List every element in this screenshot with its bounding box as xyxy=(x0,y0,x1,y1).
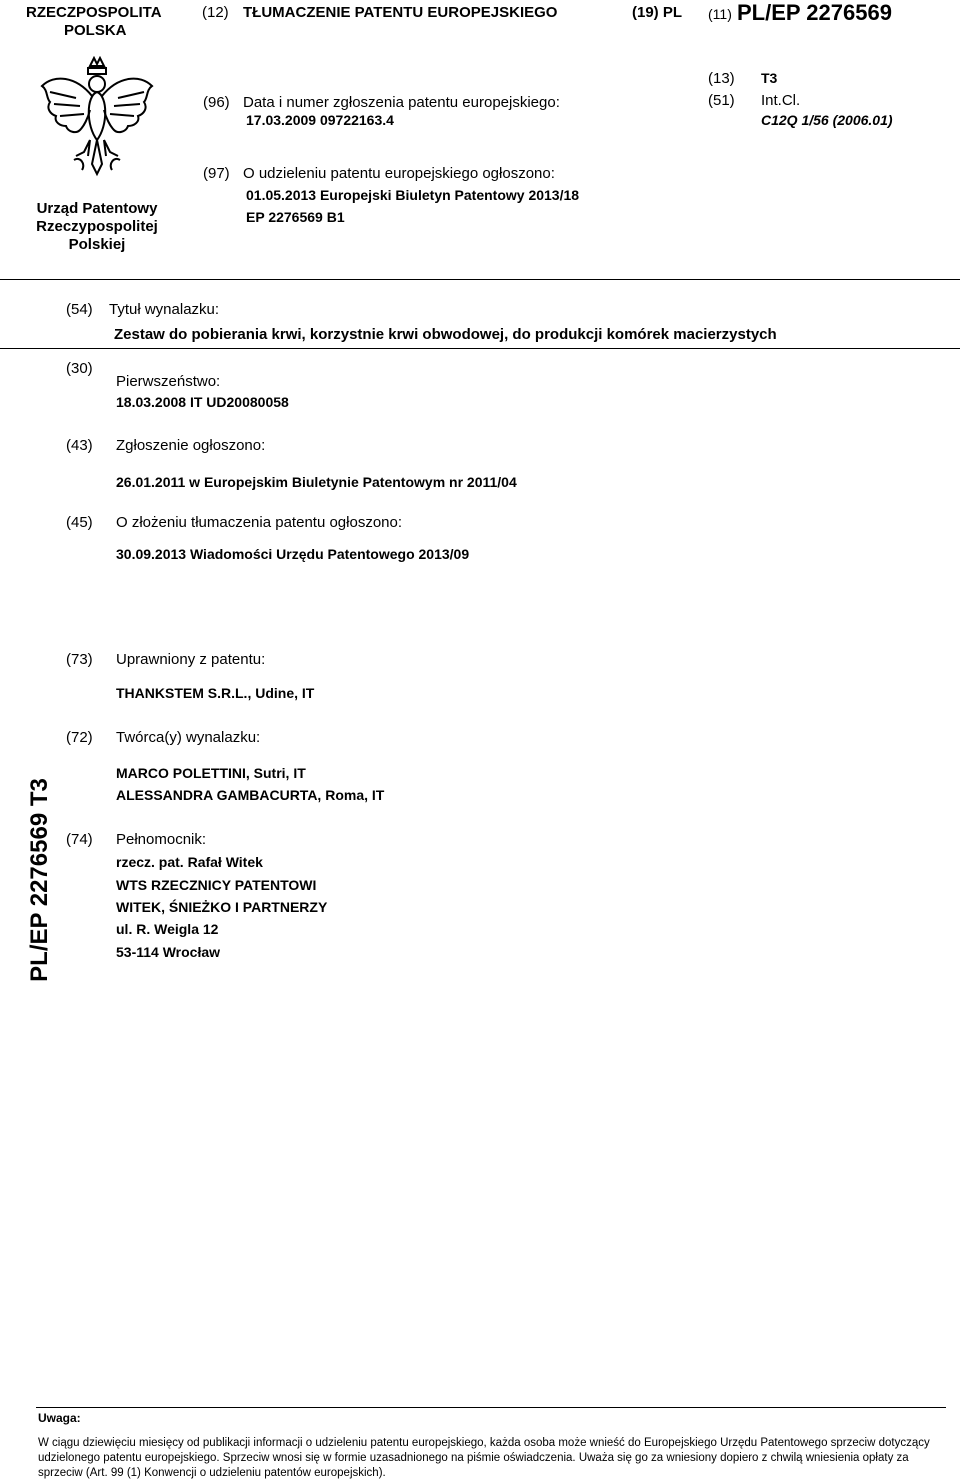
code-51: (51) xyxy=(708,92,735,109)
application-value: 17.03.2009 09722163.4 xyxy=(246,112,394,128)
published-label: Zgłoszenie ogłoszono: xyxy=(116,437,266,454)
owner-value: THANKSTEM S.R.L., Udine, IT xyxy=(116,685,315,701)
priority-value: 18.03.2008 IT UD20080058 xyxy=(116,394,289,410)
country-name xyxy=(26,4,162,40)
translation-label: O złożeniu tłumaczenia patentu ogłoszono: xyxy=(116,514,403,531)
side-patent-label: PL/EP 2276569 T3 xyxy=(26,778,53,982)
code-19: (19) PL xyxy=(632,4,683,21)
office-line-2: Rzeczypospolitej xyxy=(36,218,158,235)
inventor-2: ALESSANDRA GAMBACURTA, Roma, IT xyxy=(116,787,385,803)
country-line-2: POLSKA xyxy=(64,22,127,39)
code-11: (11) xyxy=(708,6,732,22)
grant-label: O udzieleniu patentu europejskiego ogłoszono: xyxy=(243,165,555,182)
attorney-line-3: WITEK, ŚNIEŻKO I PARTNERZY xyxy=(116,899,328,915)
code-45: (45) xyxy=(66,514,93,531)
attorney-line-4: ul. R. Weigla 12 xyxy=(116,921,219,937)
intcl-value: C12Q 1/56 (2006.01) xyxy=(761,112,893,128)
office-name xyxy=(0,200,194,254)
code-96: (96) xyxy=(203,94,230,111)
code-54: (54) xyxy=(66,301,93,318)
notice-label: Uwaga: xyxy=(38,1411,81,1425)
code-74: (74) xyxy=(66,831,93,848)
patent-number: PL/EP 2276569 xyxy=(737,0,892,25)
title-label: Tytuł wynalazku: xyxy=(109,301,220,318)
code-13: (13) xyxy=(708,70,735,87)
code-30: (30) xyxy=(66,360,93,377)
application-label: Data i numer zgłoszenia patentu europejskiego: xyxy=(243,94,560,111)
published-value: 26.01.2011 w Europejskim Biuletynie Patentowym nr 2011/04 xyxy=(116,474,517,490)
code-97: (97) xyxy=(203,165,230,182)
attorney-label: Pełnomocnik: xyxy=(116,831,207,848)
translation-value: 30.09.2013 Wiadomości Urzędu Patentowego 2013/09 xyxy=(116,546,470,562)
notice-text: W ciągu dziewięciu miesięcy od publikacji informacji o udzieleniu patentu europejskiego, każda osoba może wnieść do Europejskiego Urzędu Patentowego sprzeciw dotyczący udzielonego patentu europejskiego. Sprzeciw wnosi się w formie uzasadnionego na piśmie oświadczenia. Uważa się go za wniesiony dopiero z chwilą wniesienia opłaty za sprzeciw (Art. 99 (1) Konwencji o udzieleniu patentów europejskich). xyxy=(38,1437,930,1479)
grant-ep: EP 2276569 B1 xyxy=(246,209,345,225)
eagle-emblem-icon xyxy=(36,56,158,180)
code-73: (73) xyxy=(66,651,93,668)
office-line-3: Polskiej xyxy=(68,236,126,253)
inventors-label: Twórca(y) wynalazku: xyxy=(116,729,261,746)
intcl-label: Int.Cl. xyxy=(761,92,801,109)
attorney-line-1: rzecz. pat. Rafał Witek xyxy=(116,854,263,870)
attorney-line-5: 53-114 Wrocław xyxy=(116,944,221,960)
notice-divider xyxy=(36,1407,946,1408)
grant-value: 01.05.2013 Europejski Biuletyn Patentowy 2013/18 xyxy=(246,187,580,203)
kind-code: T3 xyxy=(761,70,778,86)
title-divider xyxy=(0,348,960,349)
office-line-1: Urząd Patentowy xyxy=(36,200,158,217)
code-12: (12) xyxy=(202,4,229,21)
inventor-1: MARCO POLETTINI, Sutri, IT xyxy=(116,765,306,781)
country-line-1: RZECZPOSPOLITA xyxy=(26,4,162,21)
header-divider xyxy=(0,279,960,280)
attorney-line-2: WTS RZECZNICY PATENTOWI xyxy=(116,877,317,893)
owner-label: Uprawniony z patentu: xyxy=(116,651,266,668)
priority-label: Pierwszeństwo: xyxy=(116,373,221,390)
invention-title: Zestaw do pobierania krwi, korzystnie krwi obwodowej, do produkcji komórek macierzystych xyxy=(114,326,777,343)
code-43: (43) xyxy=(66,437,93,454)
document-type: TŁUMACZENIE PATENTU EUROPEJSKIEGO xyxy=(243,4,558,21)
code-72: (72) xyxy=(66,729,93,746)
